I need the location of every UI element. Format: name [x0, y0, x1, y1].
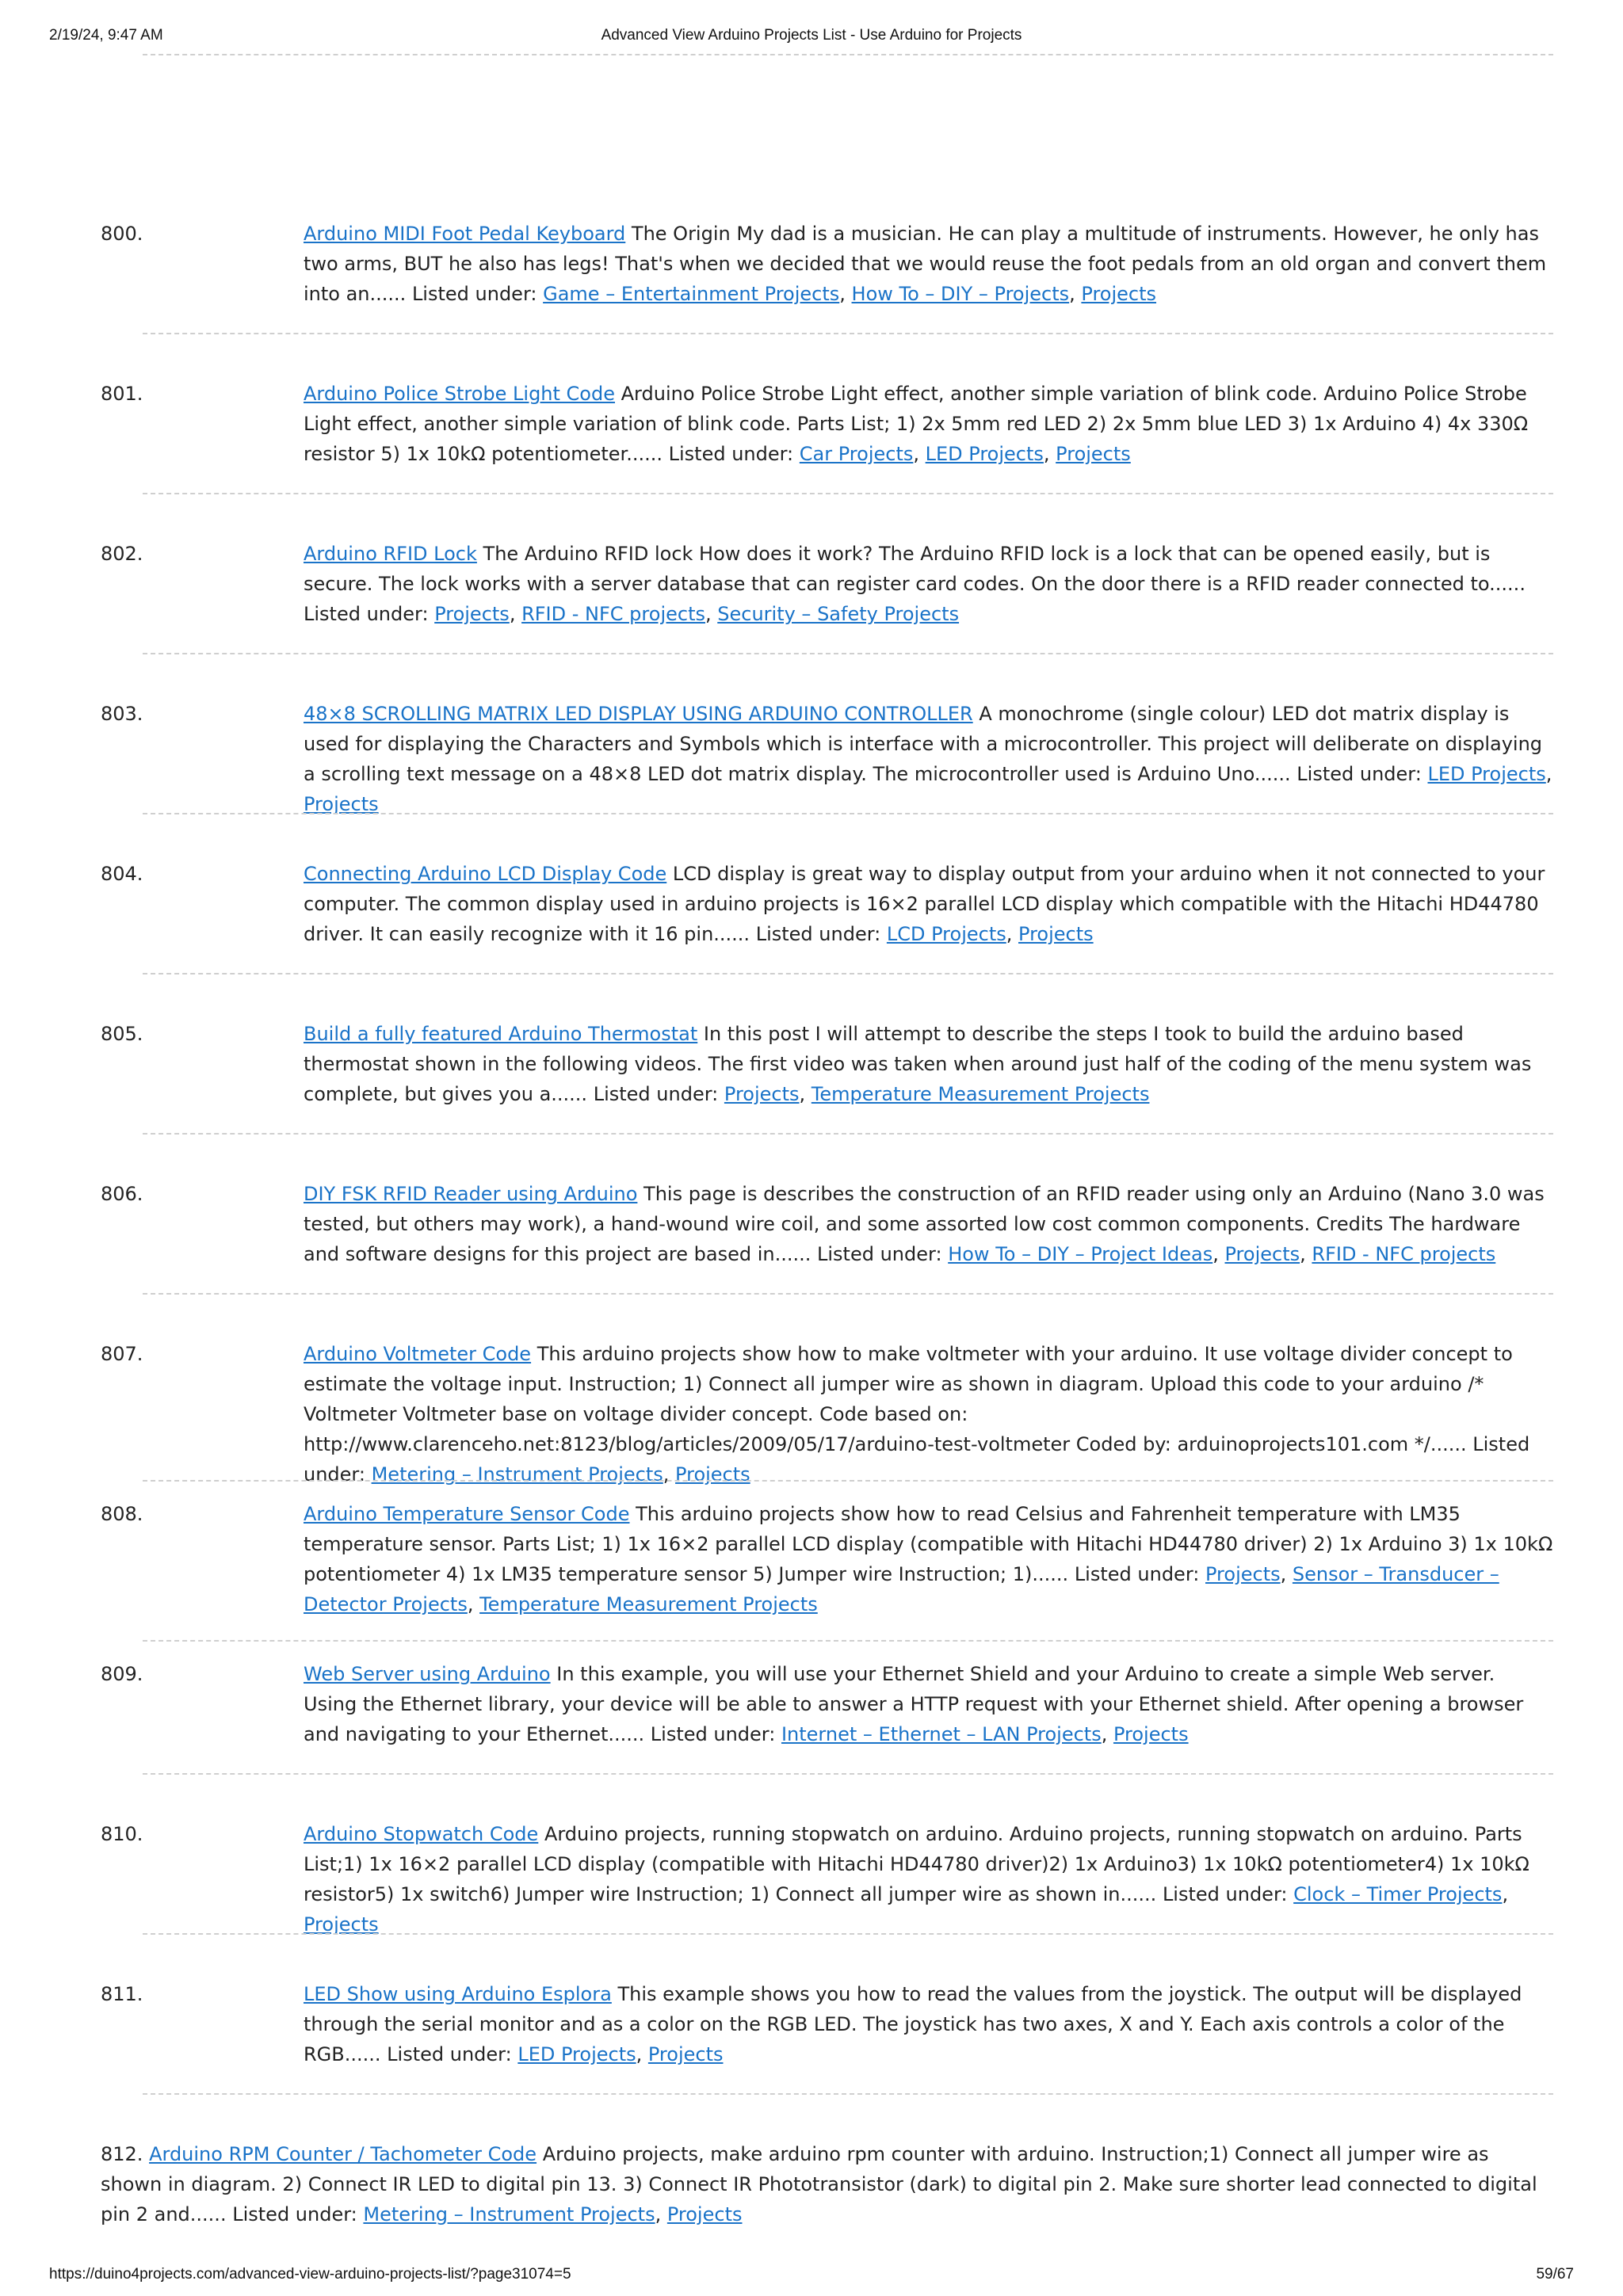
- separator: [143, 333, 1553, 334]
- category-link[interactable]: Car Projects: [799, 443, 914, 465]
- listed-under-label: Listed under:: [755, 923, 881, 945]
- item-number: 810.: [101, 1823, 143, 1845]
- category-link[interactable]: Internet – Ethernet – LAN Projects: [781, 1723, 1102, 1745]
- project-description: This page is describes the construction of an RFID reader using only an Arduino (Nano 3.0 was tested, but others may work), a hand-wound wire coil, and some assorted low cost common components. Credits The hardware and software designs for this project are based in......: [304, 1183, 1545, 1265]
- item-number: 806.: [101, 1183, 143, 1205]
- item-number: 801.: [101, 383, 143, 405]
- separator: [143, 1933, 1553, 1935]
- category-link[interactable]: Projects: [1081, 283, 1157, 305]
- category-link[interactable]: Projects: [1056, 443, 1131, 465]
- category-link[interactable]: Security – Safety Projects: [717, 603, 960, 625]
- project-title-link[interactable]: Arduino Temperature Sensor Code: [304, 1503, 630, 1525]
- project-title-link[interactable]: Build a fully featured Arduino Thermostat: [304, 1023, 698, 1045]
- listed-under-label: Listed under:: [387, 2043, 512, 2065]
- category-link[interactable]: RFID - NFC projects: [1312, 1243, 1496, 1265]
- item-number: 805.: [101, 1023, 143, 1045]
- project-title-link[interactable]: Arduino Stopwatch Code: [304, 1823, 539, 1845]
- item-number: 802.: [101, 543, 143, 565]
- category-link[interactable]: LCD Projects: [886, 923, 1006, 945]
- project-description: LCD display is great way to display output from your arduino when it not connected to your computer. The common display used in arduino projects is 16×2 parallel LCD display which compatible with the Hitachi HD44780 driver. It can easily recognize with it 16 pin......: [304, 863, 1545, 945]
- project-title-link[interactable]: LED Show using Arduino Esplora: [304, 1983, 612, 2005]
- print-url: https://duino4projects.com/advanced-view-arduino-projects-list/?page31074=5: [49, 2266, 571, 2283]
- listed-under-label: Listed under:: [817, 1243, 942, 1265]
- separator: [143, 1640, 1553, 1642]
- listed-under-label: Listed under:: [232, 2203, 357, 2225]
- category-link[interactable]: Metering – Instrument Projects: [371, 1463, 663, 1486]
- project-description: This example shows you how to read the values from the joystick. The output will be displayed through the serial monitor and as a color on the RGB LED. The joystick has two axes, X and Y. Each axis controls a color of the RGB......: [304, 1983, 1522, 2065]
- category-link[interactable]: Game – Entertainment Projects: [543, 283, 840, 305]
- category-link[interactable]: LED Projects: [517, 2043, 636, 2065]
- list-item: 804. Connecting Arduino LCD Display Code LCD display is great way to display output from your arduino when it not connected to your computer. The common display used in arduino projects is 16×2 parallel LCD display which compatible with the Hitachi HD44780 driver. It can easily recognize with it 16 pin...... Listed under: LCD Projects, Projects: [101, 859, 1553, 949]
- item-number: 807.: [101, 1343, 143, 1365]
- project-title-link[interactable]: 48×8 SCROLLING MATRIX LED DISPLAY USING ARDUINO CONTROLLER: [304, 703, 973, 725]
- category-link[interactable]: Projects: [304, 793, 379, 815]
- separator: [143, 54, 1553, 55]
- separator: [143, 2093, 1553, 2095]
- list-item: 801. Arduino Police Strobe Light Code Arduino Police Strobe Light effect, another simple variation of blink code. Arduino Police Strobe Light effect, another simple variation of blink code. Parts List; 1) 2x 5mm red LED 2) 2x 5mm blue LED 3) 1x Arduino 4) 4x 330Ω resistor 5) 1x 10kΩ potentiometer...... Listed under: Car Projects, LED Projects, Projects: [101, 379, 1553, 469]
- category-link[interactable]: Clock – Timer Projects: [1293, 1883, 1503, 1905]
- list-item: 811. LED Show using Arduino Esplora This example shows you how to read the values from the joystick. The output will be displayed through the serial monitor and as a color on the RGB LED. The joystick has two axes, X and Y. Each axis controls a color of the RGB...... Listed under: LED Projects, Projects: [101, 1979, 1553, 2069]
- category-link[interactable]: Sensor – Transducer – Detector Projects: [304, 1563, 1499, 1615]
- project-description: The Arduino RFID lock How does it work? The Arduino RFID lock is a lock that can be opened easily, but is secure. The lock works with a server database that can register card codes. On the door there is a RFID reader connected to......: [304, 543, 1526, 595]
- project-title-link[interactable]: Web Server using Arduino: [304, 1663, 551, 1685]
- item-number: 803.: [101, 703, 143, 725]
- print-title: Advanced View Arduino Projects List - Use Arduino for Projects: [601, 27, 1022, 44]
- project-description: This arduino projects show how to make voltmeter with your arduino. It use voltage divider concept to estimate the voltage input. Instruction; 1) Connect all jumper wire as shown in diagram. Upload this code to your arduino /* Voltmeter Voltmeter base on voltage divider concept. Code based on: http://www.clarenceho.net:8123/blog/articles/2009/05/17/arduino-test-voltmeter Coded by: arduinoprojects101.com */......: [304, 1343, 1513, 1455]
- category-link[interactable]: Temperature Measurement Projects: [479, 1593, 818, 1615]
- list-item: 810. Arduino Stopwatch Code Arduino projects, running stopwatch on arduino. Arduino projects, running stopwatch on arduino. Parts List;1) 1x 16×2 parallel LCD display (compatible with Hitachi HD44780 driver)2) 1x Arduino3) 1x 10kΩ potentiometer4) 1x 10kΩ resistor5) 1x switch6) Jumper wire Instruction; 1) Connect all jumper wire as shown in...... Listed under: Clock – Timer Projects, Projects: [101, 1819, 1553, 1939]
- listed-under-label: Listed under:: [411, 283, 537, 305]
- separator: [143, 1133, 1553, 1135]
- item-number: 800.: [101, 223, 143, 245]
- item-number: 809.: [101, 1663, 143, 1685]
- separator: [143, 653, 1553, 654]
- project-title-link[interactable]: Arduino Police Strobe Light Code: [304, 383, 615, 405]
- category-link[interactable]: Projects: [1018, 923, 1094, 945]
- listed-under-label: Listed under:: [304, 1433, 1530, 1486]
- listed-under-label: Listed under:: [1162, 1883, 1288, 1905]
- category-link[interactable]: Projects: [647, 2043, 724, 2065]
- category-link[interactable]: Projects: [304, 1913, 379, 1936]
- item-number: 811.: [101, 1983, 143, 2005]
- print-date: 2/19/24, 9:47 AM: [49, 27, 163, 44]
- list-item: 802. Arduino RFID Lock The Arduino RFID lock How does it work? The Arduino RFID lock is a lock that can be opened easily, but is secure. The lock works with a server database that can register card codes. On the door there is a RFID reader connected to...... Listed under: Projects, RFID - NFC projects, Security – Safety Projects: [101, 539, 1553, 629]
- list-item: 805. Build a fully featured Arduino Thermostat In this post I will attempt to describe the steps I took to build the arduino based thermostat shown in the following videos. The first video was taken when around just half of the coding of the menu system was complete, but gives you a...... Listed under: Projects, Temperature Measurement Projects: [101, 1019, 1553, 1109]
- category-link[interactable]: Projects: [1113, 1723, 1189, 1745]
- project-title-link[interactable]: Arduino Voltmeter Code: [304, 1343, 532, 1365]
- list-item: 806. DIY FSK RFID Reader using Arduino This page is describes the construction of an RFID reader using only an Arduino (Nano 3.0 was tested, but others may work), a hand-wound wire coil, and some assorted low cost common components. Credits The hardware and software designs for this project are based in...... Listed under: How To – DIY – Project Ideas, Projects, RFID - NFC projects: [101, 1179, 1553, 1269]
- category-link[interactable]: Projects: [1205, 1563, 1281, 1585]
- list-item: 808. Arduino Temperature Sensor Code This arduino projects show how to read Celsius and Fahrenheit temperature with LM35 temperature sensor. Parts List; 1) 1x 16×2 parallel LCD display (compatible with Hitachi HD44780 driver) 2) 1x Arduino 3) 1x 10kΩ potentiometer 4) 1x LM35 temperature sensor 5) Jumper wire Instruction; 1)...... Listed under: Projects, Sensor – Transducer – Detector Projects, Temperature Measurement Projects: [101, 1499, 1553, 1619]
- listed-under-label: Listed under:: [1074, 1563, 1200, 1585]
- separator: [143, 1293, 1553, 1295]
- separator: [143, 1480, 1553, 1482]
- project-title-link[interactable]: Arduino RPM Counter / Tachometer Code: [149, 2143, 537, 2165]
- category-link[interactable]: LED Projects: [1427, 763, 1546, 785]
- separator: [143, 493, 1553, 494]
- list-item: 807. Arduino Voltmeter Code This arduino projects show how to make voltmeter with your arduino. It use voltage divider concept to estimate the voltage input. Instruction; 1) Connect all jumper wire as shown in diagram. Upload this code to your arduino /* Voltmeter Voltmeter base on voltage divider concept. Code based on: http://www.clarenceho.net:8123/blog/articles/2009/05/17/arduino-test-voltmeter Coded by: arduinoprojects101.com */...... Listed under: Metering – Instrument Projects, Projects: [101, 1339, 1553, 1489]
- project-title-link[interactable]: DIY FSK RFID Reader using Arduino: [304, 1183, 638, 1205]
- listed-under-label: Listed under:: [1296, 763, 1422, 785]
- category-link[interactable]: Metering – Instrument Projects: [363, 2203, 655, 2225]
- list-item: 809. Web Server using Arduino In this example, you will use your Ethernet Shield and your Arduino to create a simple Web server. Using the Ethernet library, your device will be able to answer a HTTP request with your Ethernet shield. After opening a browser and navigating to your Ethernet...... Listed under: Internet – Ethernet – LAN Projects, Projects: [101, 1659, 1553, 1749]
- category-link[interactable]: Projects: [675, 1463, 750, 1486]
- project-description: This arduino projects show how to read Celsius and Fahrenheit temperature with LM35 temperature sensor. Parts List; 1) 1x 16×2 parallel LCD display (compatible with Hitachi HD44780 driver) 2) 1x Arduino 3) 1x 10kΩ potentiometer 4) 1x LM35 temperature sensor 5) Jumper wire Instruction; 1)......: [304, 1503, 1553, 1585]
- project-description: In this post I will attempt to describe the steps I took to build the arduino based thermostat shown in the following videos. The first video was taken when around just half of the coding of the menu system was complete, but gives you a......: [304, 1023, 1532, 1105]
- category-link[interactable]: Projects: [1224, 1243, 1300, 1265]
- list-item: 800. Arduino MIDI Foot Pedal Keyboard The Origin My dad is a musician. He can play a multitude of instruments. However, he only has two arms, BUT he also has legs! That's when we decided that we would reuse the foot pedals from an old organ and convert them into an...... Listed under: Game – Entertainment Projects, How To – DIY – Projects, Projects: [101, 219, 1553, 309]
- category-link[interactable]: Projects: [724, 1083, 800, 1105]
- listed-under-label: Listed under:: [650, 1723, 776, 1745]
- project-description: The Origin My dad is a musician. He can play a multitude of instruments. However, he only has two arms, BUT he also has legs! That's when we decided that we would reuse the foot pedals from an old organ and convert them into an......: [304, 223, 1547, 305]
- category-link[interactable]: How To – DIY – Project Ideas: [948, 1243, 1213, 1265]
- project-title-link[interactable]: Connecting Arduino LCD Display Code: [304, 863, 667, 885]
- listed-under-label: Listed under:: [668, 443, 794, 465]
- project-description: In this example, you will use your Ethernet Shield and your Arduino to create a simple Web server. Using the Ethernet library, your device will be able to answer a HTTP request with your Ethernet shield. After opening a browser and navigating to your Ethernet......: [304, 1663, 1524, 1745]
- list-item: 803. 48×8 SCROLLING MATRIX LED DISPLAY USING ARDUINO CONTROLLER A monochrome (single colour) LED dot matrix display is used for displaying the Characters and Symbols which is interface with a microcontroller. This project will deliberate on displaying a scrolling text message on a 48×8 LED dot matrix display. The microcontroller used is Arduino Uno...... Listed under: LED Projects, Projects: [101, 699, 1553, 819]
- category-link[interactable]: Projects: [434, 603, 510, 625]
- project-description: Arduino Police Strobe Light effect, another simple variation of blink code. Arduino Police Strobe Light effect, another simple variation of blink code. Parts List; 1) 2x 5mm red LED 2) 2x 5mm blue LED 3) 1x Arduino 4) 4x 330Ω resistor 5) 1x 10kΩ potentiometer......: [304, 383, 1529, 465]
- separator: [143, 1773, 1553, 1775]
- category-link[interactable]: RFID - NFC projects: [521, 603, 705, 625]
- project-description: Arduino projects, running stopwatch on arduino. Arduino projects, running stopwatch on arduino. Parts List;1) 1x 16×2 parallel LCD display (compatible with Hitachi HD44780 driver)2) 1x Arduino3) 1x 10kΩ potentiometer4) 1x 10kΩ resistor5) 1x switch6) Jumper wire Instruction; 1) Connect all jumper wire as shown in......: [304, 1823, 1529, 1905]
- project-title-link[interactable]: Arduino MIDI Foot Pedal Keyboard: [304, 223, 626, 245]
- item-number: 804.: [101, 863, 143, 885]
- list-item: 812. Arduino RPM Counter / Tachometer Code Arduino projects, make arduino rpm counter with arduino. Instruction;1) Connect all jumper wire as shown in diagram. 2) Connect IR LED to digital pin 13. 3) Connect IR Phototransistor (dark) to digital pin 2. Make sure shorter lead connected to digital pin 2 and...... Listed under: Metering – Instrument Projects, Projects: [101, 2143, 1537, 2225]
- project-description: A monochrome (single colour) LED dot matrix display is used for displaying the Characters and Symbols which is interface with a microcontroller. This project will deliberate on displaying a scrolling text message on a 48×8 LED dot matrix display. The microcontroller used is Arduino Uno......: [304, 703, 1543, 785]
- listed-under-label: Listed under:: [593, 1083, 719, 1105]
- category-link[interactable]: How To – DIY – Projects: [851, 283, 1070, 305]
- listed-under-label: Listed under:: [304, 603, 429, 625]
- separator: [143, 973, 1553, 974]
- project-description: Arduino projects, make arduino rpm counter with arduino. Instruction;1) Connect all jumper wire as shown in diagram. 2) Connect IR LED to digital pin 13. 3) Connect IR Phototransistor (dark) to digital pin 2. Make sure shorter lead connected to digital pin 2 and......: [101, 2143, 1537, 2225]
- item-number: 812.: [101, 2143, 143, 2165]
- category-link[interactable]: Projects: [666, 2203, 743, 2225]
- category-link[interactable]: Temperature Measurement Projects: [811, 1083, 1150, 1105]
- print-footer: [49, 2266, 1574, 2290]
- item-number: 808.: [101, 1503, 143, 1525]
- separator: [143, 813, 1553, 814]
- category-link[interactable]: LED Projects: [925, 443, 1044, 465]
- print-header: [49, 27, 1574, 51]
- page-number: 59/67: [1536, 2266, 1574, 2283]
- project-title-link[interactable]: Arduino RFID Lock: [304, 543, 477, 565]
